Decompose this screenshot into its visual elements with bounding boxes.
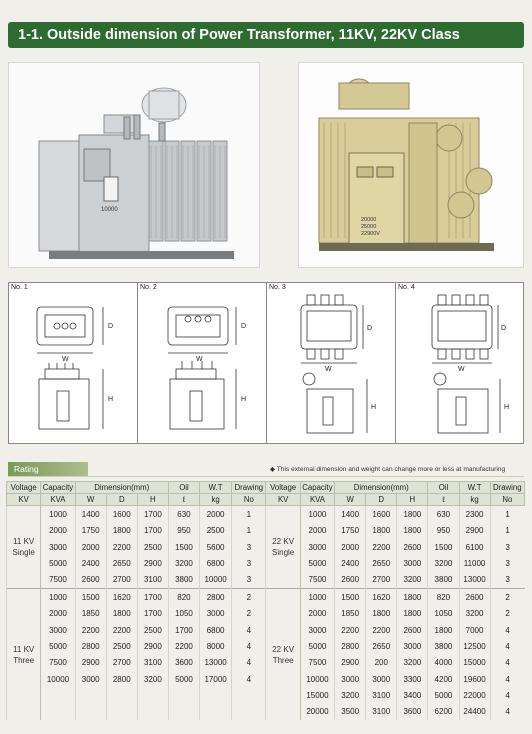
table-cell: 13000 [200, 655, 232, 671]
table-cell [232, 704, 266, 720]
rating-divider [8, 476, 524, 477]
table-row [7, 506, 525, 522]
table-cell: 2500 [200, 523, 232, 539]
table-cell: 4 [232, 638, 266, 654]
table-cell: 3100 [137, 655, 168, 671]
transformer-photos [8, 62, 524, 268]
table-cell: 1800 [366, 523, 397, 539]
table-row [7, 523, 525, 539]
table-cell: 6800 [200, 622, 232, 638]
table-cell: 1000 [300, 506, 334, 522]
table-cell: 11000 [459, 555, 490, 571]
table-cell: 5600 [200, 539, 232, 555]
voltage-label-line: Three [272, 655, 294, 665]
table-cell: 1 [232, 506, 266, 522]
table-cell: 3800 [168, 572, 199, 588]
voltage-label-line: 11 KV [13, 537, 35, 547]
table-cell: 2000 [335, 539, 366, 555]
header-voltage: Voltage [266, 482, 300, 494]
header-no: No [232, 494, 266, 506]
photo-silver-transformer [8, 62, 260, 268]
table-cell: 4 [490, 622, 524, 638]
table-cell: 3800 [428, 638, 459, 654]
svg-text:H: H [108, 396, 114, 403]
table-row [7, 589, 525, 605]
table-cell: 2200 [168, 638, 199, 654]
table-cell: 2800 [106, 671, 137, 687]
table-cell: 1000 [41, 506, 75, 522]
table-cell: 3 [232, 555, 266, 571]
table-cell: 2800 [335, 638, 366, 654]
header-kg: kg [200, 494, 232, 506]
table-cell: 15000 [300, 687, 334, 703]
header-kva: KVA [41, 494, 75, 506]
table-cell: 3100 [366, 687, 397, 703]
table-cell: 1700 [137, 606, 168, 622]
header-d: D [366, 494, 397, 506]
table-cell: 2600 [397, 622, 428, 638]
table-cell: 4 [232, 622, 266, 638]
table-cell: 4200 [428, 671, 459, 687]
svg-text:25000: 25000 [361, 224, 377, 230]
table-cell: 3200 [397, 655, 428, 671]
table-cell: 630 [428, 506, 459, 522]
svg-text:W: W [458, 366, 465, 373]
table-row [7, 555, 525, 571]
svg-text:W: W [325, 366, 332, 373]
outline-drawings [8, 282, 524, 444]
table-cell: 20000 [300, 704, 334, 720]
header-h: H [137, 494, 168, 506]
table-cell: 1620 [366, 589, 397, 605]
table-cell: 1850 [75, 606, 106, 622]
table-cell: 2650 [106, 555, 137, 571]
table-cell: 1600 [366, 506, 397, 522]
table-row [7, 655, 525, 671]
table-cell: 2300 [459, 506, 490, 522]
table-cell: 2200 [106, 622, 137, 638]
table-cell: 3800 [428, 572, 459, 588]
table-cell: 1500 [335, 589, 366, 605]
table-cell: 8000 [200, 638, 232, 654]
table-cell: 4 [490, 687, 524, 703]
svg-text:W: W [196, 356, 203, 363]
table-cell: 3600 [168, 655, 199, 671]
table-cell: 630 [168, 506, 199, 522]
header-w: W [335, 494, 366, 506]
table-cell: 2500 [106, 638, 137, 654]
table-cell: 4 [490, 638, 524, 654]
table-cell: 3000 [366, 671, 397, 687]
table-cell: 2500 [137, 622, 168, 638]
table-cell: 3000 [300, 622, 334, 638]
table-cell: 2650 [366, 555, 397, 571]
voltage-label-line: 11 KV [13, 644, 35, 654]
header-kg: kg [459, 494, 490, 506]
table-cell: 2600 [335, 572, 366, 588]
table-cell: 1700 [137, 523, 168, 539]
table-cell: 4 [232, 671, 266, 687]
table-cell: 2900 [137, 638, 168, 654]
table-cell: 2700 [106, 572, 137, 588]
svg-text:H: H [241, 396, 247, 403]
drawing-label: No. 2 [140, 284, 157, 291]
header-drawing: Drawing [232, 482, 266, 494]
voltage-label-line: Three [13, 655, 35, 665]
table-cell: 5000 [300, 555, 334, 571]
table-cell: 2700 [106, 655, 137, 671]
table-cell [41, 687, 75, 703]
table-cell: 7000 [459, 622, 490, 638]
table-row [7, 671, 525, 687]
table-row [7, 539, 525, 555]
table-cell: 5000 [41, 555, 75, 571]
table-cell: 19600 [459, 671, 490, 687]
table-cell: 1800 [397, 589, 428, 605]
table-cell: 2000 [200, 506, 232, 522]
table-cell: 5000 [428, 687, 459, 703]
table-cell: 1800 [397, 506, 428, 522]
table-cell: 1 [490, 506, 524, 522]
table-cell: 4 [490, 704, 524, 720]
table-cell: 3 [490, 539, 524, 555]
rating-table-wrap [6, 481, 525, 720]
table-cell: 2000 [41, 606, 75, 622]
header-dimension: Dimension(mm) [335, 482, 428, 494]
table-cell: 2 [490, 589, 524, 605]
table-cell [106, 687, 137, 703]
table-cell: 1500 [75, 589, 106, 605]
table-cell: 10000 [300, 671, 334, 687]
table-cell: 3100 [366, 704, 397, 720]
table-row [7, 638, 525, 654]
voltage-label [7, 589, 41, 720]
drawing-no-3 [267, 283, 396, 443]
drawing-no-1 [9, 283, 138, 443]
table-cell: 4 [232, 655, 266, 671]
header-kva: KVA [300, 494, 334, 506]
drawing-label: No. 4 [398, 284, 415, 291]
table-cell: 2700 [366, 572, 397, 588]
drawing-no-2 [138, 283, 267, 443]
table-cell: 3000 [200, 606, 232, 622]
table-cell: 6800 [200, 555, 232, 571]
table-cell: 3200 [459, 606, 490, 622]
table-cell: 1700 [168, 622, 199, 638]
drawing-label: No. 3 [269, 284, 286, 291]
table-cell: 3200 [168, 555, 199, 571]
header-wt: W.T [200, 482, 232, 494]
table-cell: 2400 [75, 555, 106, 571]
voltage-label-line: Single [12, 548, 35, 558]
table-cell [137, 687, 168, 703]
table-cell: 3000 [41, 622, 75, 638]
table-cell: 5000 [300, 638, 334, 654]
table-cell: 7500 [41, 572, 75, 588]
table-cell: 10000 [41, 671, 75, 687]
table-cell: 1400 [335, 506, 366, 522]
table-cell: 3 [232, 539, 266, 555]
table-cell: 1800 [106, 523, 137, 539]
table-cell: 2 [232, 589, 266, 605]
voltage-label-line: 22 KV [272, 644, 295, 654]
table-cell: 2600 [397, 539, 428, 555]
table-cell: 3000 [41, 539, 75, 555]
header-oil-unit: ℓ [428, 494, 459, 506]
table-cell [200, 704, 232, 720]
table-row [7, 704, 525, 720]
svg-text:20000: 20000 [361, 217, 377, 223]
table-cell: 7500 [300, 572, 334, 588]
table-cell: 1400 [75, 506, 106, 522]
table-cell: 17000 [200, 671, 232, 687]
voltage-label-line: 22 KV [272, 537, 295, 547]
table-cell: 7500 [41, 655, 75, 671]
table-cell [106, 704, 137, 720]
photo-beige-transformer [298, 62, 524, 268]
header-no: No [490, 494, 524, 506]
table-cell: 2200 [366, 622, 397, 638]
table-cell: 2600 [459, 589, 490, 605]
header-capacity: Capacity [42, 482, 74, 492]
table-cell: 1800 [397, 606, 428, 622]
table-cell: 3000 [335, 671, 366, 687]
table-cell [41, 704, 75, 720]
table-cell: 2400 [335, 555, 366, 571]
table-cell: 3200 [137, 671, 168, 687]
header-capacity: Capacity [302, 482, 333, 492]
table-cell: 1800 [428, 622, 459, 638]
table-cell [137, 704, 168, 720]
table-cell: 3200 [335, 687, 366, 703]
table-cell: 1500 [428, 539, 459, 555]
table-cell: 1 [232, 523, 266, 539]
rating-table [6, 481, 525, 720]
table-cell: 13000 [459, 572, 490, 588]
table-cell: 200 [366, 655, 397, 671]
voltage-label [266, 589, 300, 720]
header-h: H [397, 494, 428, 506]
header-oil-unit: ℓ [168, 494, 199, 506]
table-cell: 1000 [41, 589, 75, 605]
table-cell: 3600 [397, 704, 428, 720]
table-cell [75, 687, 106, 703]
table-cell: 4 [490, 671, 524, 687]
table-cell: 3 [232, 572, 266, 588]
table-cell: 1850 [335, 606, 366, 622]
drawing-no-4 [396, 283, 523, 443]
table-cell: 4 [490, 655, 524, 671]
svg-text:D: D [367, 325, 373, 332]
table-cell: 3100 [137, 572, 168, 588]
table-cell [168, 704, 199, 720]
voltage-label [7, 506, 41, 589]
table-cell: 1600 [106, 506, 137, 522]
header-dimension: Dimension(mm) [75, 482, 168, 494]
table-cell: 2200 [366, 539, 397, 555]
svg-text:D: D [241, 323, 247, 330]
svg-text:W: W [62, 356, 69, 363]
table-cell: 3 [490, 572, 524, 588]
table-cell: 7500 [300, 655, 334, 671]
table-cell: 24400 [459, 704, 490, 720]
table-cell: 3300 [397, 671, 428, 687]
table-cell: 1620 [106, 589, 137, 605]
header-voltage: Voltage [7, 482, 41, 494]
table-cell: 2 [490, 606, 524, 622]
table-cell: 2800 [200, 589, 232, 605]
voltage-label-line: Single [272, 548, 295, 558]
voltage-label [266, 506, 300, 589]
rating-tab: Rating [8, 462, 88, 476]
header-d: D [106, 494, 137, 506]
table-cell: 5000 [41, 638, 75, 654]
table-cell: 2200 [75, 622, 106, 638]
header-kv: KV [7, 494, 41, 506]
table-row [7, 606, 525, 622]
manufacturing-note: ◆ This external dimension and weight can change more or less at manufacturing [270, 466, 506, 473]
table-cell: 1750 [75, 523, 106, 539]
table-cell: 1700 [137, 589, 168, 605]
table-cell: 12500 [459, 638, 490, 654]
table-cell: 1500 [168, 539, 199, 555]
table-cell: 820 [428, 589, 459, 605]
table-cell: 10000 [200, 572, 232, 588]
table-cell: 2800 [75, 638, 106, 654]
header-oil: Oil [428, 482, 459, 494]
table-cell: 3400 [397, 687, 428, 703]
svg-text:D: D [501, 325, 507, 332]
table-cell: 2500 [137, 539, 168, 555]
svg-text:22900V: 22900V [361, 231, 380, 237]
table-cell: 4000 [428, 655, 459, 671]
header-drawing: Drawing [490, 482, 524, 494]
table-cell: 1050 [168, 606, 199, 622]
table-cell: 1 [490, 523, 524, 539]
header-w: W [75, 494, 106, 506]
table-cell: 820 [168, 589, 199, 605]
table-cell: 2600 [75, 572, 106, 588]
table-cell: 3000 [75, 671, 106, 687]
table-cell [232, 687, 266, 703]
table-cell: 3 [490, 555, 524, 571]
table-cell: 1000 [300, 589, 334, 605]
table-cell: 15000 [459, 655, 490, 671]
svg-text:D: D [108, 323, 114, 330]
table-cell: 5000 [168, 671, 199, 687]
table-cell: 2000 [41, 523, 75, 539]
table-cell: 1700 [137, 506, 168, 522]
table-cell: 950 [168, 523, 199, 539]
table-cell: 2650 [366, 638, 397, 654]
table-cell: 3200 [397, 572, 428, 588]
table-cell: 3000 [397, 555, 428, 571]
table-cell: 2900 [335, 655, 366, 671]
table-cell: 2900 [459, 523, 490, 539]
svg-text:10000: 10000 [101, 207, 118, 213]
svg-text:H: H [371, 404, 377, 411]
table-cell: 6100 [459, 539, 490, 555]
table-row [7, 572, 525, 588]
table-cell [75, 704, 106, 720]
table-row [7, 622, 525, 638]
rating-table-body [7, 506, 525, 721]
table-cell: 2 [232, 606, 266, 622]
table-cell: 950 [428, 523, 459, 539]
table-cell: 2000 [300, 523, 334, 539]
table-cell [168, 687, 199, 703]
table-cell: 6200 [428, 704, 459, 720]
header-oil: Oil [168, 482, 199, 494]
drawing-label: No. 1 [11, 284, 28, 291]
table-cell: 2200 [106, 539, 137, 555]
table-cell: 2000 [300, 606, 334, 622]
table-cell: 3000 [397, 638, 428, 654]
table-cell: 2000 [75, 539, 106, 555]
header-wt: W.T [459, 482, 490, 494]
table-cell: 1800 [397, 523, 428, 539]
table-cell: 1050 [428, 606, 459, 622]
table-cell: 1800 [106, 606, 137, 622]
table-cell: 2900 [75, 655, 106, 671]
table-cell: 2200 [335, 622, 366, 638]
page-title: 1-1. Outside dimension of Power Transformer, 11KV, 22KV Class [8, 22, 524, 48]
header-kv: KV [266, 494, 300, 506]
table-cell: 1800 [366, 606, 397, 622]
table-cell: 3000 [300, 539, 334, 555]
table-row [7, 687, 525, 703]
table-cell: 2900 [137, 555, 168, 571]
table-cell: 1750 [335, 523, 366, 539]
table-cell: 3500 [335, 704, 366, 720]
svg-text:H: H [504, 404, 510, 411]
table-cell: 22000 [459, 687, 490, 703]
table-cell [200, 687, 232, 703]
table-cell: 3200 [428, 555, 459, 571]
